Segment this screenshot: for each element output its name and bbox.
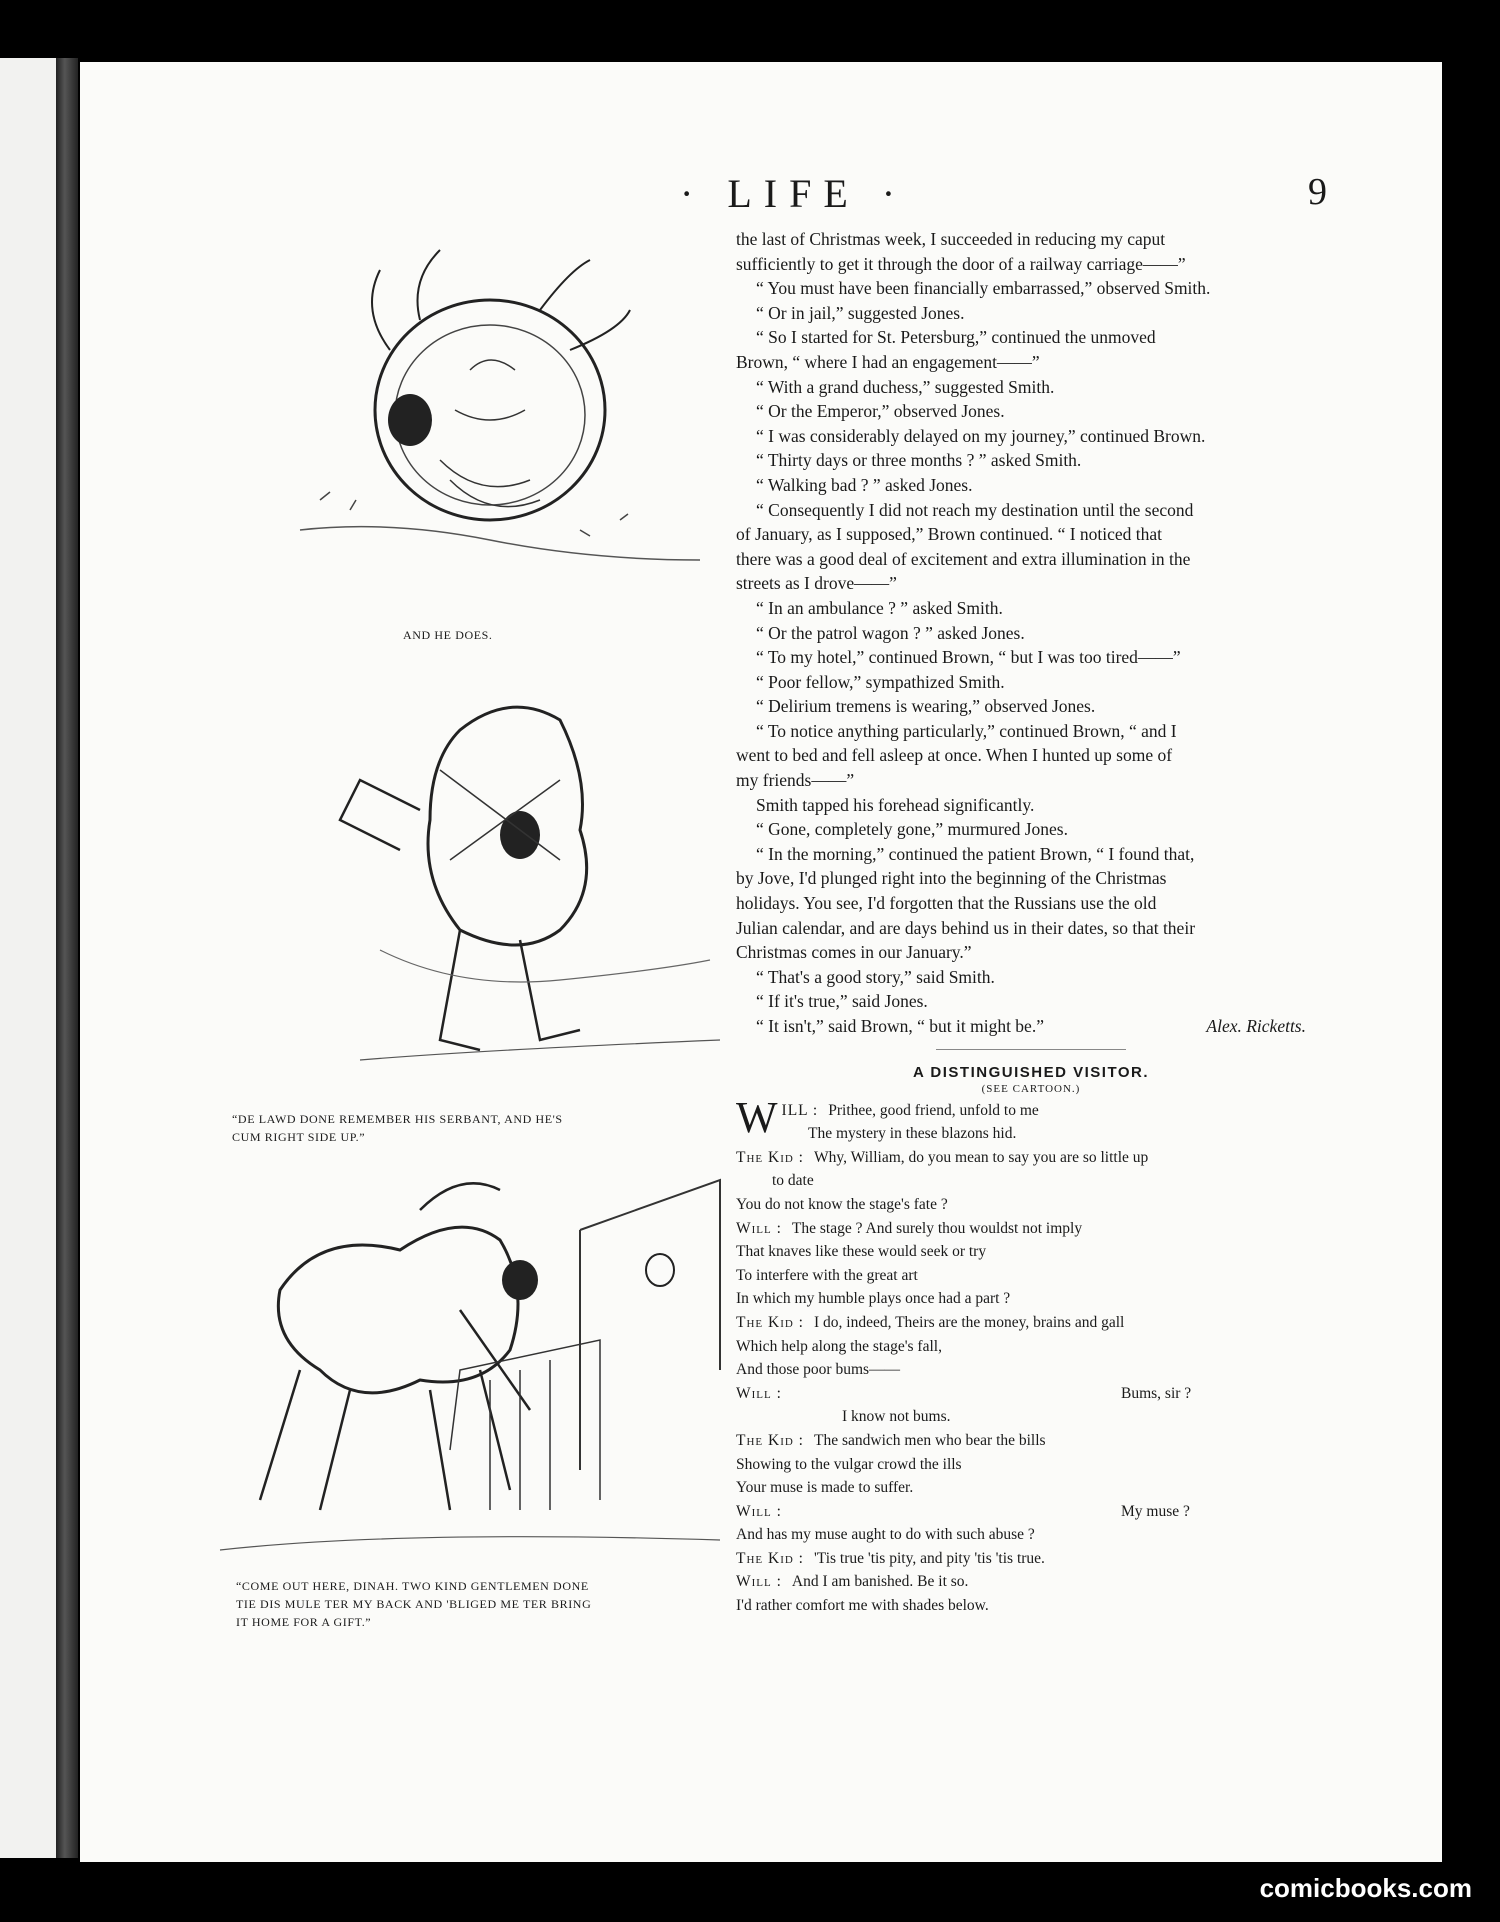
story-line: “ It isn't,” said Brown, “ but it might be.”	[756, 1016, 1044, 1036]
masthead: · LIFE ·	[680, 171, 908, 216]
caption-come-out-here: “COME OUT HERE, DINAH. TWO KIND GENTLEMEN DONE TIE DIS MULE TER MY BACK AND 'BLIGED ME TER BRING IT HOME FOR A GIFT.”	[236, 1579, 592, 1629]
story-line: Smith tapped his forehead significantly.	[756, 794, 1035, 815]
story-last-line	[736, 1014, 1326, 1039]
story-line: Brown, “ where I had an engagement——”	[736, 351, 1040, 372]
poem-line: I know not bums.	[842, 1408, 951, 1426]
story-line: “ To notice anything particularly,” continued Brown, “ and I	[756, 720, 1177, 741]
story-line: of January, as I supposed,” Brown continued. “ I noticed that	[736, 524, 1163, 545]
story-line: “ In an ambulance ? ” asked Smith.	[756, 597, 1003, 618]
story-line: “ Consequently I did not reach my destination until the second	[756, 499, 1194, 520]
story-line: streets as I drove——”	[736, 573, 897, 594]
story-line: “ You must have been financially embarrassed,” observed Smith.	[756, 278, 1211, 299]
story-line: Julian calendar, and are days behind us in their dates, so that their	[736, 917, 1196, 938]
poem-line: Showing to the vulgar crowd the ills	[736, 1455, 962, 1473]
poem-line: The Kid : Why, William, do you mean to say you are so little up	[736, 1148, 1149, 1166]
poem-subtitle: (SEE CARTOON.)	[981, 1082, 1081, 1095]
poem-line: That knaves like these would seek or try	[736, 1243, 987, 1261]
poem-line: Will : My muse ?	[736, 1502, 1190, 1520]
story-line: “ With a grand duchess,” suggested Smith.	[756, 376, 1055, 397]
story-line: “ That's a good story,” said Smith.	[756, 966, 995, 987]
poem-line: Will : Bums, sir ?	[736, 1384, 1192, 1402]
speaker-will: ILL :	[781, 1101, 819, 1119]
author-signature: Alex. Ricketts.	[1206, 1016, 1306, 1036]
speaker-will: Will :	[736, 1502, 782, 1520]
story-line: “ If it's true,” said Jones.	[756, 991, 928, 1012]
illustration-mule-and-cabin	[200, 1170, 730, 1570]
poem-line: The Kid : I do, indeed, Theirs are the money, brains and gall	[736, 1313, 1125, 1331]
speaker-kid: The Kid :	[736, 1549, 804, 1567]
book-spine	[56, 58, 78, 1858]
illustration-rolling-figure	[240, 230, 710, 610]
poem-line: I'd rather comfort me with shades below.	[736, 1597, 989, 1615]
poem-body	[736, 1092, 1326, 1618]
speaker-kid: The Kid :	[736, 1148, 804, 1166]
story-line: “ Thirty days or three months ? ” asked Smith.	[756, 450, 1082, 471]
poem-line: The Kid : 'Tis true 'tis pity, and pity 'tis 'tis true.	[736, 1549, 1045, 1567]
story-line: there was a good deal of excitement and extra illumination in the	[736, 548, 1191, 569]
speaker-will: Will :	[736, 1219, 782, 1237]
story-line: my friends——”	[736, 770, 855, 791]
poem-line: And has my muse aught to do with such abuse ?	[736, 1526, 1035, 1544]
drop-cap: W	[736, 1092, 778, 1142]
page-number: 9	[1308, 171, 1327, 213]
facing-page-edge	[0, 58, 56, 1858]
story-line: “ In the morning,” continued the patient Brown, “ I found that,	[756, 843, 1195, 864]
poem-line: WILL : Prithee, good friend, unfold to me	[736, 1092, 1039, 1142]
speaker-will: Will :	[736, 1573, 782, 1591]
story-line: by Jove, I'd plunged right into the beginning of the Christmas	[736, 868, 1167, 889]
illustration-man-with-bundle	[260, 660, 730, 1090]
speaker-will: Will :	[736, 1384, 782, 1402]
story-line: “ To my hotel,” continued Brown, “ but I was too tired——”	[756, 647, 1181, 668]
story-line: “ Gone, completely gone,” murmured Jones.	[756, 819, 1068, 840]
story-line: “ So I started for St. Petersburg,” continued the unmoved	[756, 327, 1156, 348]
story-line: “ I was considerably delayed on my journey,” continued Brown.	[756, 425, 1206, 446]
text-column	[736, 227, 1326, 1618]
poem-line: In which my humble plays once had a part ?	[736, 1290, 1011, 1308]
poem-line: Will : The stage ? And surely thou wouldst not imply	[736, 1219, 1083, 1237]
section-divider	[936, 1049, 1126, 1050]
speaker-kid: The Kid :	[736, 1431, 804, 1449]
poem-line: The Kid : The sandwich men who bear the bills	[736, 1431, 1046, 1449]
story-line: “ Poor fellow,” sympathized Smith.	[756, 671, 1005, 692]
magazine-page	[80, 62, 1442, 1862]
story-line: sufficiently to get it through the door of a railway carriage——”	[736, 253, 1186, 274]
story-line: “ Or the patrol wagon ? ” asked Jones.	[756, 622, 1025, 643]
poem-line: To interfere with the great art	[736, 1266, 918, 1284]
story-line: the last of Christmas week, I succeeded in reducing my caput	[736, 229, 1166, 249]
story-line: “ Or in jail,” suggested Jones.	[756, 302, 965, 323]
poem-line: You do not know the stage's fate ?	[736, 1195, 948, 1213]
story-line: “ Delirium tremens is wearing,” observed Jones.	[756, 696, 1096, 717]
caption-and-he-does: AND HE DOES.	[403, 628, 493, 642]
story-line: Christmas comes in our January.”	[736, 942, 972, 963]
poem-line: to date	[772, 1172, 814, 1190]
story-line: “ Walking bad ? ” asked Jones.	[756, 474, 973, 495]
story-line: “ Or the Emperor,” observed Jones.	[756, 401, 1005, 422]
story-line: went to bed and fell asleep at once. When I hunted up some of	[736, 745, 1173, 766]
watermark: comicbooks.com	[1259, 1873, 1472, 1903]
story-line: holidays. You see, I'd forgotten that the Russians use the old	[736, 893, 1157, 914]
poem-line: The mystery in these blazons hid.	[808, 1125, 1017, 1143]
poem-line: Will : And I am banished. Be it so.	[736, 1573, 969, 1591]
poem-line: Your muse is made to suffer.	[736, 1479, 914, 1497]
poem-title: A DISTINGUISHED VISITOR.	[912, 1063, 1150, 1081]
caption-de-lawd: “DE LAWD DONE REMEMBER HIS SERBANT, AND HE'S CUM RIGHT SIDE UP.”	[232, 1112, 563, 1144]
speaker-kid: The Kid :	[736, 1313, 804, 1331]
poem-line: Which help along the stage's fall,	[736, 1337, 942, 1355]
poem-line: And those poor bums——	[736, 1361, 901, 1379]
